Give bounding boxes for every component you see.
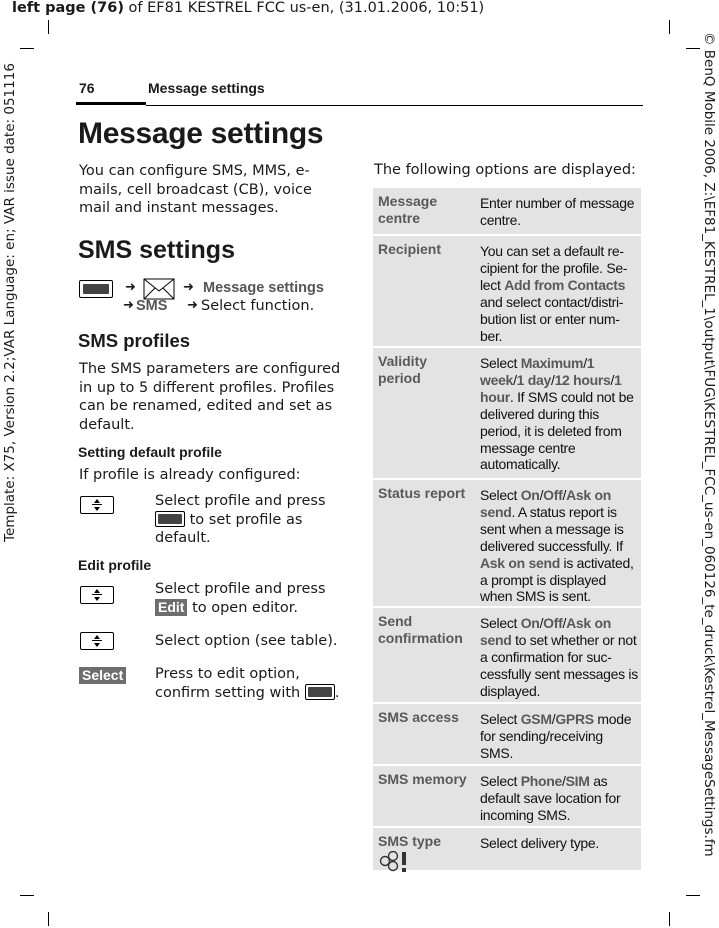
option-description: You can set a default re-cipient for the profile. Se-lect Add from Contacts and select contact/distri-bution list or enter num-ber. (480, 243, 628, 344)
table-row (373, 828, 641, 870)
option-label (378, 833, 470, 873)
navigation-key-icon (80, 496, 114, 514)
crop-mark (20, 48, 34, 49)
menu-key-icon (79, 280, 113, 298)
page-title: Message settings (78, 117, 324, 150)
edit-step-2: Select option (see table). (155, 633, 338, 649)
navigation-key-icon (80, 586, 114, 604)
option-label: Status report (378, 485, 466, 501)
crop-mark (669, 912, 670, 926)
select-softkey: Select (79, 667, 126, 684)
option-label: SMS memory (378, 771, 467, 787)
page-number-bar (76, 102, 146, 105)
crop-mark (669, 20, 670, 34)
option-description: Select delivery type. (480, 835, 599, 851)
option-description: Select On/Off/Ask on send. A status report is sent when a message is delivered successfully. If Ask on send is activated, a prompt is displayed when SMS is sent. (480, 487, 634, 605)
operator-function-icon (378, 851, 412, 873)
option-description: Select Phone/SIM as default save location for incoming SMS. (480, 773, 621, 823)
option-description: Select GSM/GPRS mode for sending/receiving SMS. (480, 711, 632, 761)
print-header-rest: of EF81 KESTREL FCC us-en, (31.01.2006, 10:51) (123, 0, 485, 16)
option-description: Select On/Off/Ask on send to set whether or not a confirmation for suc-cessfully sent messages is displayed. (480, 615, 638, 699)
condition-text: If profile is already configured: (79, 467, 301, 483)
table-row (373, 480, 641, 606)
option-label-text: SMS type (378, 833, 442, 849)
navigation-key-icon (80, 632, 114, 650)
option-label: SMS access (378, 709, 459, 725)
option-label: Message centre (378, 193, 438, 226)
select-softkey-wrap (79, 665, 126, 684)
option-description: Select Maximum/1 week/1 day/12 hours/1 hour. If SMS could not be delivered during this period, it is deleted from message centre automatically. (480, 355, 634, 473)
edit-step-3 (155, 665, 347, 702)
template-info: Template: X75, Version 2.2;VAR Language: en; VAR issue date: 051116 (2, 63, 18, 542)
option-label: Validity period (378, 353, 428, 386)
intro-text: You can configure SMS, MMS, e-mails, cell broadcast (CB), voice mail and instant messages. (79, 163, 312, 216)
setting-default-heading: Setting default profile (78, 444, 222, 460)
table-row (373, 704, 641, 764)
table-row (373, 348, 641, 478)
menu-item-sms: SMS (136, 298, 168, 314)
edit-step-1 (155, 580, 345, 617)
step-text: Select profile and press (155, 581, 326, 597)
crop-mark (48, 912, 49, 926)
header-rule (146, 105, 643, 106)
table-row (373, 188, 641, 234)
arrow-icon: ➜ (123, 298, 134, 313)
set-default-step (155, 492, 345, 548)
table-row (373, 236, 641, 346)
step-text: Select profile and press (155, 493, 326, 509)
print-header (12, 0, 484, 16)
menu-item-message-settings: Message settings (203, 280, 324, 296)
menu-path (79, 278, 349, 320)
sms-settings-heading: SMS settings (78, 236, 235, 264)
table-row (373, 766, 641, 826)
print-header-label: left page (76) (12, 0, 124, 16)
crop-mark (48, 20, 49, 34)
arrow-icon: ➜ (187, 298, 198, 313)
sms-profiles-heading: SMS profiles (78, 330, 191, 351)
page-number: 76 (79, 80, 95, 96)
select-function-text: Select function. (201, 298, 315, 314)
running-header-title: Message settings (148, 80, 265, 96)
option-label: Recipient (378, 241, 442, 257)
copyright-path: © BenQ Mobile 2006, Z:\EF81_KESTREL_1\output\FUG\KESTREL_FCC_us-en_060126_te_druck\Kestrel_MessageSettings.fm (701, 32, 717, 857)
messages-envelope-icon (143, 278, 175, 300)
crop-mark (20, 895, 34, 896)
arrow-icon: ➜ (125, 280, 136, 295)
option-label: Send confirmation (378, 613, 463, 646)
step-text: . (334, 684, 340, 701)
step-text: to open editor. (192, 599, 298, 616)
sms-profiles-text: The SMS parameters are configured in up to 5 different profiles. Profiles can be renamed, edited and set as default. (79, 361, 341, 433)
options-intro: The following options are displayed: (374, 162, 636, 178)
option-description: Enter number of message centre. (480, 195, 635, 228)
arrow-icon: ➜ (183, 280, 194, 295)
menu-key-icon (155, 511, 185, 527)
edit-profile-heading: Edit profile (78, 557, 152, 573)
menu-key-icon (305, 684, 335, 700)
table-row (373, 608, 641, 702)
step-text: to set profile as default. (155, 511, 303, 546)
edit-softkey: Edit (155, 599, 187, 616)
step-text: Press to edit option, confirm setting with (155, 666, 301, 701)
